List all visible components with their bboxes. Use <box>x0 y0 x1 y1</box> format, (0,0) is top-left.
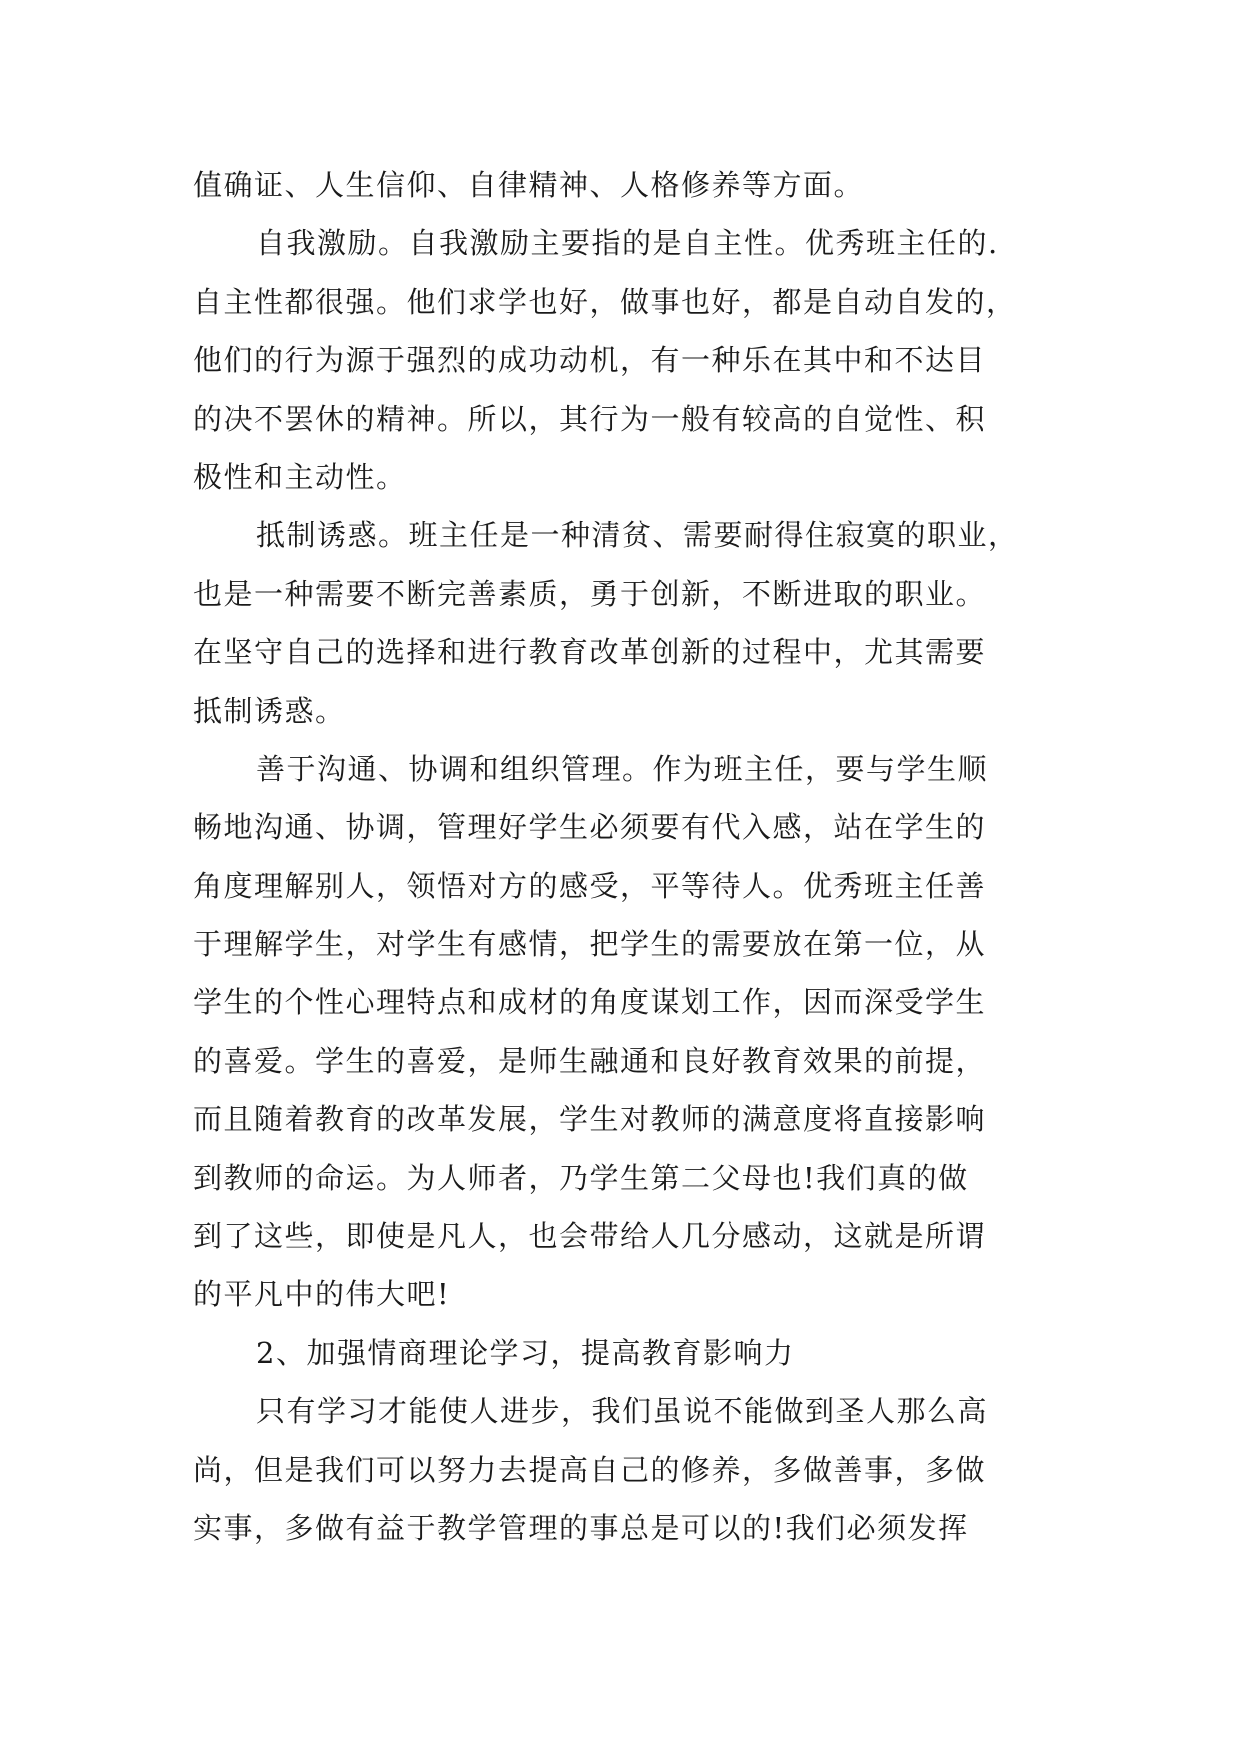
text-line: 到教师的命运。为人师者，乃学生第二父母也!我们真的做 <box>193 1160 969 1195</box>
text-line: 自我激励。自我激励主要指的是自主性。优秀班主任的. <box>256 226 999 261</box>
text-line: 抵制诱惑。 <box>193 693 346 728</box>
text-line: 而且随着教育的改革发展，学生对教师的满意度将直接影响 <box>193 1102 987 1137</box>
text-line: 到了这些，即使是凡人，也会带给人几分感动，这就是所谓 <box>193 1219 987 1254</box>
text-line: 学生的个性心理特点和成材的角度谋划工作，因而深受学生 <box>193 985 987 1020</box>
text-line: 的决不罢休的精神。所以，其行为一般有较高的自觉性、积 <box>193 401 987 436</box>
text-line: 畅地沟通、协调，管理好学生必须要有代入感，站在学生的 <box>193 810 987 845</box>
text-line: 自主性都很强。他们求学也好，做事也好，都是自动自发的， <box>193 284 1017 319</box>
text-line: 值确证、人生信仰、自律精神、人格修养等方面。 <box>193 168 865 202</box>
text-line: 的平凡中的伟大吧! <box>193 1277 451 1312</box>
text-line: 角度理解别人，领悟对方的感受，平等待人。优秀班主任善 <box>193 868 987 903</box>
text-line: 在坚守自己的选择和进行教育改革创新的过程中，尤其需要 <box>193 635 987 670</box>
text-line: 善于沟通、协调和组织管理。作为班主任，要与学生顺 <box>256 751 989 786</box>
text-line: 尚，但是我们可以努力去提高自己的修养，多做善事，多做 <box>193 1452 987 1487</box>
text-line: 也是一种需要不断完善素质，勇于创新，不断进取的职业。 <box>193 576 987 611</box>
text-line: 的喜爱。学生的喜爱，是师生融通和良好教育效果的前提， <box>193 1043 987 1078</box>
body-text <box>193 156 1073 1557</box>
text-line: 2、加强情商理论学习，提高教育影响力 <box>256 1335 795 1370</box>
text-line: 实事，多做有益于教学管理的事总是可以的!我们必须发挥 <box>193 1510 969 1545</box>
text-line: 他们的行为源于强烈的成功动机，有一种乐在其中和不达目 <box>193 343 987 378</box>
text-line: 只有学习才能使人进步，我们虽说不能做到圣人那么高 <box>256 1394 989 1429</box>
text-line: 于理解学生，对学生有感情，把学生的需要放在第一位，从 <box>193 927 987 962</box>
text-line: 极性和主动性。 <box>193 459 407 494</box>
text-line: 抵制诱惑。班主任是一种清贫、需要耐得住寂寞的职业， <box>256 518 1019 553</box>
